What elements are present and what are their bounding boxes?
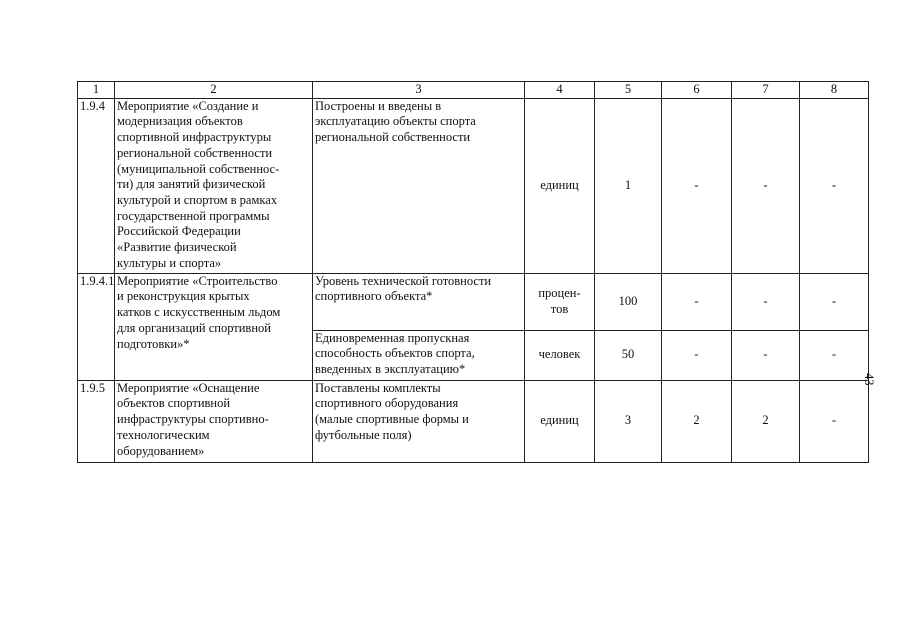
table-row bbox=[78, 98, 869, 273]
event-cell: Мероприятие «Создание и модернизация объектов спортивной инфраструктуры региональной собственности (муниципальной собственнос- ти) для занятий физической культурой и спортом в рамках государственной программы Российской Федерации «Развитие физической культуры и спорта» bbox=[115, 98, 313, 273]
header-row bbox=[78, 82, 869, 99]
header-cell: 1 bbox=[78, 82, 115, 99]
value-cell-5: 100 bbox=[595, 273, 662, 330]
unit-cell: единиц bbox=[525, 98, 595, 273]
header-cell: 3 bbox=[313, 82, 525, 99]
value-cell-8: - bbox=[800, 98, 869, 273]
value-cell-7: - bbox=[732, 98, 800, 273]
event-cell: Мероприятие «Оснащение объектов спортивной инфраструктуры спортивно- технологическим оборудованием» bbox=[115, 380, 313, 462]
indicator-cell: Уровень технической готовности спортивного объекта* bbox=[313, 273, 525, 330]
header-cell: 6 bbox=[662, 82, 732, 99]
header-cell: 4 bbox=[525, 82, 595, 99]
indicator-cell: Построены и введены в эксплуатацию объекты спорта региональной собственности bbox=[313, 98, 525, 273]
table-row bbox=[78, 380, 869, 462]
indicator-cell: Единовременная пропускная способность объектов спорта, введенных в эксплуатацию* bbox=[313, 330, 525, 380]
table-row bbox=[78, 273, 869, 330]
value-cell-7: 2 bbox=[732, 380, 800, 462]
unit-cell: процен- тов bbox=[525, 273, 595, 330]
page-number: 43 bbox=[862, 373, 876, 386]
value-cell-8: - bbox=[800, 330, 869, 380]
indicator-cell: Поставлены комплекты спортивного оборудования (малые спортивные формы и футбольные поля) bbox=[313, 380, 525, 462]
indicators-table bbox=[77, 81, 869, 463]
value-cell-7: - bbox=[732, 273, 800, 330]
header-cell: 2 bbox=[115, 82, 313, 99]
unit-cell: человек bbox=[525, 330, 595, 380]
value-cell-5: 1 bbox=[595, 98, 662, 273]
row-number: 1.9.5 bbox=[78, 380, 115, 462]
value-cell-6: - bbox=[662, 98, 732, 273]
row-number: 1.9.4.1 bbox=[78, 273, 115, 380]
header-cell: 5 bbox=[595, 82, 662, 99]
row-number: 1.9.4 bbox=[78, 98, 115, 273]
value-cell-5: 50 bbox=[595, 330, 662, 380]
value-cell-7: - bbox=[732, 330, 800, 380]
value-cell-8: - bbox=[800, 380, 869, 462]
value-cell-6: - bbox=[662, 330, 732, 380]
header-cell: 7 bbox=[732, 82, 800, 99]
unit-cell: единиц bbox=[525, 380, 595, 462]
value-cell-5: 3 bbox=[595, 380, 662, 462]
value-cell-6: - bbox=[662, 273, 732, 330]
value-cell-8: - bbox=[800, 273, 869, 330]
event-cell: Мероприятие «Строительство и реконструкция крытых катков с искусственным льдом для организаций спортивной подготовки»* bbox=[115, 273, 313, 380]
header-cell: 8 bbox=[800, 82, 869, 99]
value-cell-6: 2 bbox=[662, 380, 732, 462]
